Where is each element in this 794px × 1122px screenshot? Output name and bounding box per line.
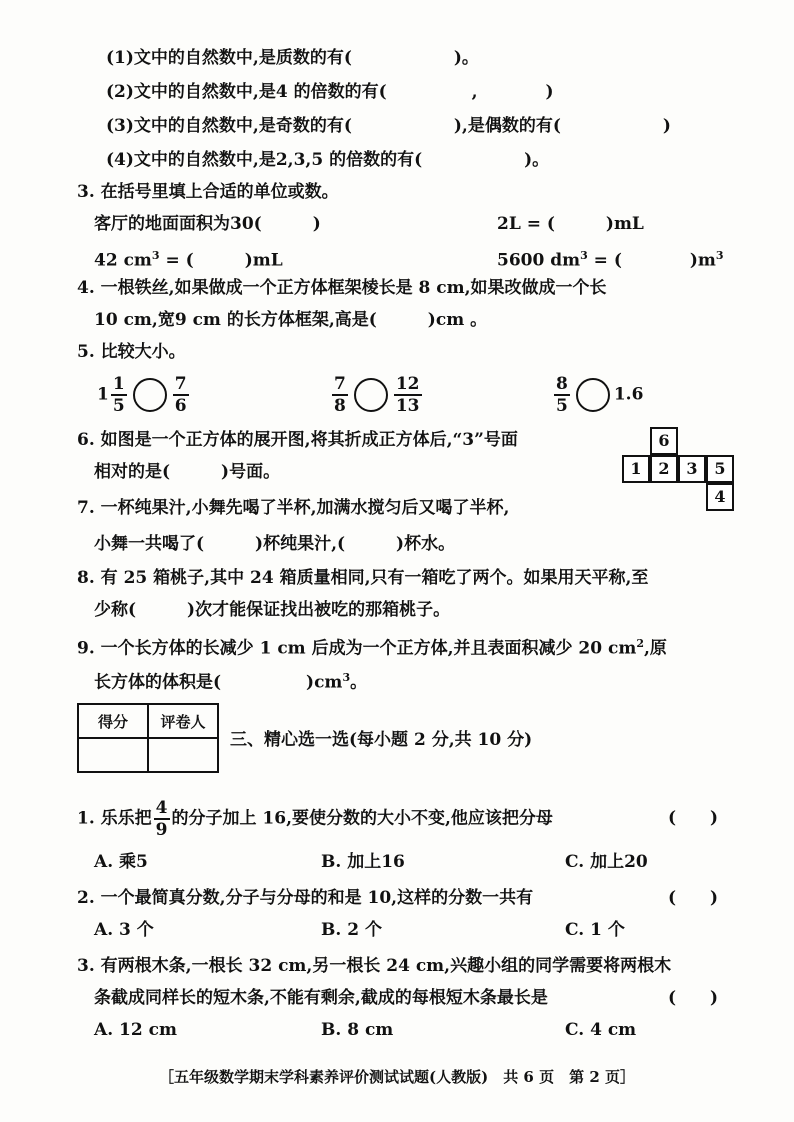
q3-title: 3. 在括号里填上合适的单位或数。 [77, 182, 339, 202]
mc3-option-a[interactable]: A. 12 cm [94, 1020, 177, 1040]
q9-line2: 长方体的体积是( )$cm^3$。 [94, 671, 368, 693]
mc2-answer-paren[interactable]: ( ) [668, 888, 719, 908]
q3-c: 42 $cm^3$ = ( )mL [94, 249, 283, 271]
q4-line1: 4. 一根铁丝,如果做成一个正方体框架棱长是 8 cm,如果改做成一个长 [77, 278, 607, 298]
net-face-1: 1 [622, 455, 650, 483]
compare-circle-3[interactable] [576, 378, 610, 412]
q5-compare-3: $\frac{8}{5}$ 1.6 [556, 373, 644, 416]
q3-d: 5600 $dm^3$ = ( )$m^3$ [497, 249, 724, 271]
net-face-2: 2 [650, 455, 678, 483]
grader-cell[interactable] [148, 738, 218, 772]
q8-line2: 少称( )次才能保证找出被吃的那箱桃子。 [94, 600, 451, 620]
section-3-title: 三、精心选一选(每小题 2 分,共 10 分) [230, 730, 533, 750]
q3-b: 2L = ( )mL [497, 214, 644, 234]
mc3-answer-paren[interactable]: ( ) [668, 988, 719, 1008]
q9-line1: 9. 一个长方体的长减少 1 cm 后成为一个正方体,并且表面积减少 20 $cm^2$,原 [77, 637, 667, 659]
q7-line2: 小舞一共喝了( )杯纯果汁,( )杯水。 [94, 534, 456, 554]
score-header: 得分 [78, 704, 148, 738]
mc3-line1: 3. 有两根木条,一根长 32 cm,另一根长 24 cm,兴趣小组的同学需要将两根木 [77, 956, 672, 976]
compare-circle-1[interactable] [133, 378, 167, 412]
score-cell[interactable] [78, 738, 148, 772]
net-face-3: 3 [678, 455, 706, 483]
q8-line1: 8. 有 25 箱桃子,其中 24 箱质量相同,只有一箱吃了两个。如果用天平称,至 [77, 568, 649, 588]
net-face-6: 6 [650, 427, 678, 455]
q2-part-1: (1)文中的自然数中,是质数的有( )。 [106, 48, 479, 68]
mc2-option-b[interactable]: B. 2 个 [321, 920, 382, 940]
mc1-answer-paren[interactable]: ( ) [668, 808, 719, 828]
page-footer: ［五年级数学期末学科素养评价测试试题(人教版) 共 6 页 第 2 页］ [159, 1068, 635, 1086]
q7-line1: 7. 一杯纯果汁,小舞先喝了半杯,加满水搅匀后又喝了半杯, [77, 498, 510, 518]
mc2-option-c[interactable]: C. 1 个 [565, 920, 625, 940]
q5-compare-2: $\frac{7}{8}$ $\frac{12}{13}$ [334, 373, 420, 416]
mc2-option-a[interactable]: A. 3 个 [94, 920, 154, 940]
compare-circle-2[interactable] [354, 378, 388, 412]
cube-net-diagram [622, 427, 734, 511]
mc1-stem: 1. 乐乐把 $\frac{4}{9}$ 的分子加上 16,要使分数的大小不变,他应该把分母 [77, 797, 553, 840]
grader-header: 评卷人 [148, 704, 218, 738]
mc3-option-c[interactable]: C. 4 cm [565, 1020, 637, 1040]
net-face-4: 4 [706, 483, 734, 511]
q4-line2: 10 cm,宽9 cm 的长方体框架,高是( )cm 。 [94, 310, 488, 330]
q6-line2: 相对的是( )号面。 [94, 462, 281, 482]
mc1-option-a[interactable]: A. 乘5 [94, 852, 148, 872]
q5-title: 5. 比较大小。 [77, 342, 186, 362]
mc1-option-c[interactable]: C. 加上20 [565, 852, 648, 872]
q2-part-4: (4)文中的自然数中,是2,3,5 的倍数的有( )。 [106, 150, 550, 170]
net-face-5: 5 [706, 455, 734, 483]
mc3-line2: 条截成同样长的短木条,不能有剩余,截成的每根短木条最长是 [94, 988, 548, 1008]
q5-compare-1: 1 $\frac{1}{5}$ $\frac{7}{6}$ [97, 373, 187, 416]
mc2-stem: 2. 一个最简真分数,分子与分母的和是 10,这样的分数一共有 [77, 888, 534, 908]
q3-a: 客厅的地面面积为30( ) [94, 214, 321, 234]
mc1-option-b[interactable]: B. 加上16 [321, 852, 405, 872]
score-table [77, 703, 219, 773]
q2-part-2: (2)文中的自然数中,是4 的倍数的有( , ) [106, 82, 554, 102]
mc3-option-b[interactable]: B. 8 cm [321, 1020, 394, 1040]
q6-line1: 6. 如图是一个正方体的展开图,将其折成正方体后,“3”号面 [77, 430, 518, 450]
q2-part-3: (3)文中的自然数中,是奇数的有( ),是偶数的有( ) [106, 116, 671, 136]
